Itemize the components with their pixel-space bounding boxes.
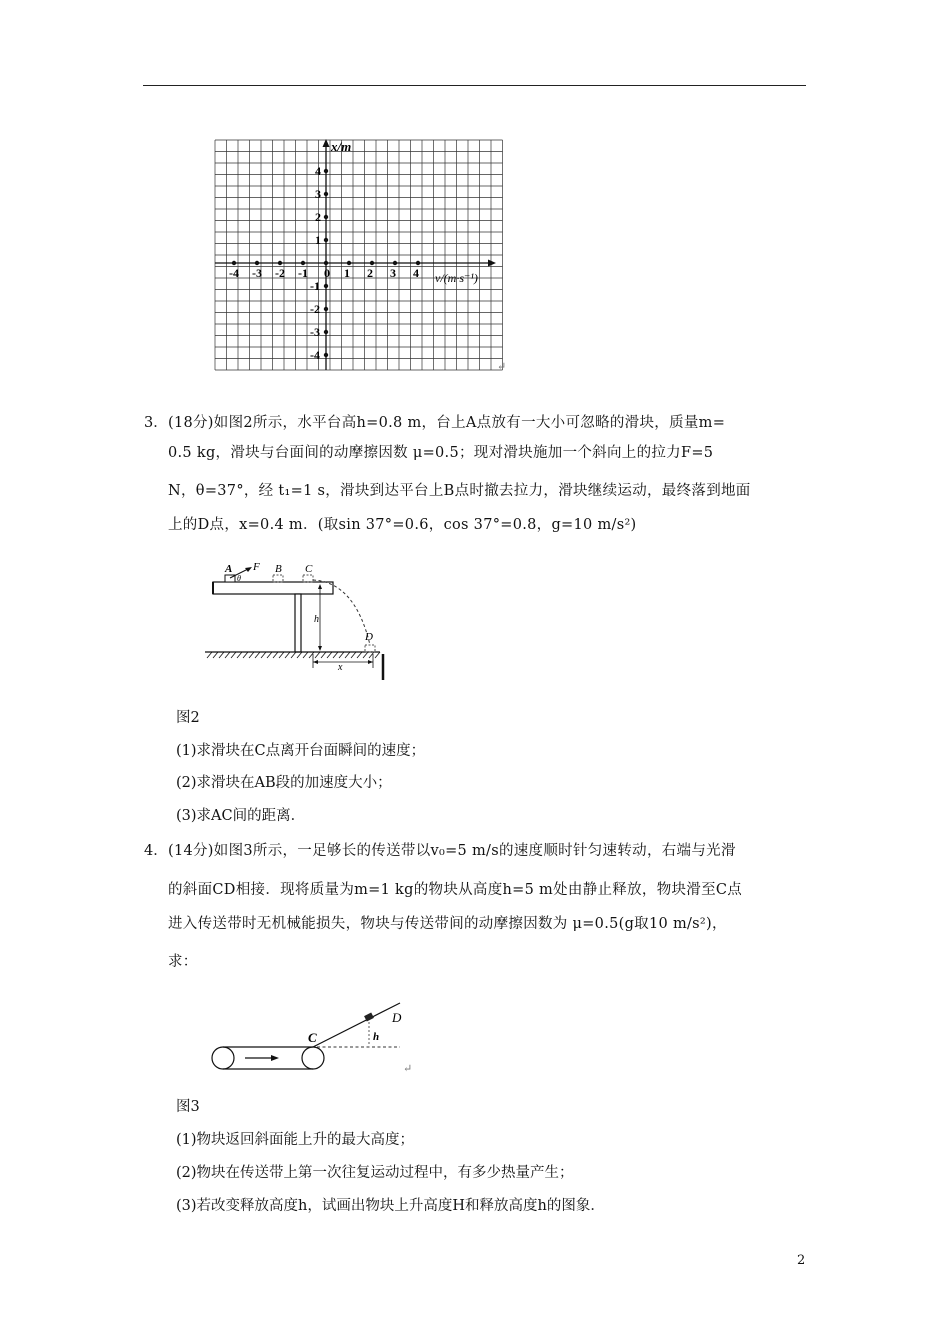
question-4-line-4: 求： [168,954,198,970]
label-C: C [305,563,313,575]
x-tick-label: -4 [229,266,239,280]
question-4-line-1: (14分)如图3所示，一足够长的传送带以v₀=5 m/s的速度顺时针匀速转动，右端与光滑 [168,843,736,859]
y-tick-label: -2 [310,302,320,316]
label-h: h [373,1031,380,1043]
label-x: x [338,662,343,673]
question-4-line-2: 的斜面CD相接．现将质量为m=1 kg的物块从高度h=5 m处由静止释放，物块滑至C点 [168,882,743,898]
x-tick-dot [324,261,328,265]
label-A: A [225,563,233,575]
y-tick-label: -3 [310,325,320,339]
y-tick-dot [324,238,328,242]
y-tick-label: -1 [310,279,320,293]
figure-2-caption: 图2 [176,710,200,726]
question-4-sub-2: (2)物块在传送带上第一次往复运动过程中，有多少热量产生； [176,1165,574,1181]
question-3-line-2: 0.5 kg，滑块与台面间的动摩擦因数 μ=0.5；现对滑块施加一个斜向上的拉力F=5 [168,445,714,461]
label-B: B [275,563,282,575]
figure-3-conveyor [205,1000,420,1085]
right-roller [302,1047,324,1069]
position-C [303,575,313,582]
return-mark: ↵ [497,360,507,373]
x-tick-label: -3 [252,266,262,280]
position-D [365,645,375,652]
label-D: D [365,631,373,643]
x-tick-dot [301,261,305,265]
question-4-sub-3: (3)若改变释放高度h，试画出物块上升高度H和释放高度h的图象． [176,1198,605,1214]
position-B [273,575,283,582]
y-tick-dot [324,284,328,288]
y-tick-dot [324,307,328,311]
return-mark: ↵ [403,1062,413,1075]
x-tick-label: -2 [275,266,285,280]
figure-3-caption: 图3 [176,1099,200,1115]
x-tick-label: 4 [413,266,419,280]
y-tick-label: 1 [315,233,321,247]
y-tick-dot [324,192,328,196]
question-4-line-3: 进入传送带时无机械能损失，物块与传送带间的动摩擦因数为 μ=0.5(g取10 m/s²)， [168,916,727,932]
x-tick-label: -1 [298,266,308,280]
x-tick-dot [255,261,259,265]
y-tick-label: -4 [310,348,320,362]
y-tick-label: 2 [315,210,321,224]
x-tick-dot [416,261,420,265]
x-tick-label: 1 [344,266,350,280]
question-3-number: 3． [144,415,168,431]
question-3-sub-2: (2)求滑块在AB段的加速度大小； [176,775,392,791]
label-theta: θ [237,574,241,583]
platform-leg [295,594,301,652]
x-tick-label: 2 [367,266,373,280]
y-tick-dot [324,353,328,357]
y-tick-dot [324,330,328,334]
left-roller [212,1047,234,1069]
x-tick-dot [278,261,282,265]
y-tick-label: 4 [315,164,321,178]
label-F: F [253,561,260,573]
y-tick-dot [324,215,328,219]
x-tick-label: 0 [324,266,330,280]
y-tick-label: 3 [315,187,321,201]
question-3-sub-1: (1)求滑块在C点离开台面瞬间的速度； [176,743,426,759]
x-tick-dot [347,261,351,265]
question-3-line-1: (18分)如图2所示，水平台高h=0.8 m，台上A点放有一大小可忽略的滑块，质量m= [168,415,726,431]
question-3-line-3: N，θ=37°，经 t₁=1 s，滑块到达平台上B点时撤去拉力，滑块继续运动，最终落到地面 [168,483,751,499]
question-4-sub-1: (1)物块返回斜面能上升的最大高度； [176,1132,415,1148]
figure-2-platform [205,560,405,690]
header-rule [143,85,806,86]
x-tick-label: 3 [390,266,396,280]
question-4-number: 4． [144,843,168,859]
x-tick-dot [232,261,236,265]
y-tick-dot [324,169,328,173]
v-axis-arrow [488,260,496,267]
x-axis-label: v/(m·s⁻¹) [435,271,478,285]
label-D: D [392,1010,402,1025]
figure-1-grid [210,135,510,375]
page-number: 2 [797,1253,806,1268]
question-3-sub-3: (3)求AC间的距离． [176,808,306,824]
question-3-line-4: 上的D点，x=0.4 m．(取sin 37°=0.6，cos 37°=0.8，g=10 m/s²) [168,517,637,533]
label-h: h [314,614,319,625]
x-tick-dot [370,261,374,265]
platform-top [213,582,333,594]
x-tick-dot [393,261,397,265]
label-C: C [308,1030,317,1045]
y-axis-label: x/m [331,139,352,154]
incline-CD [313,1003,400,1047]
